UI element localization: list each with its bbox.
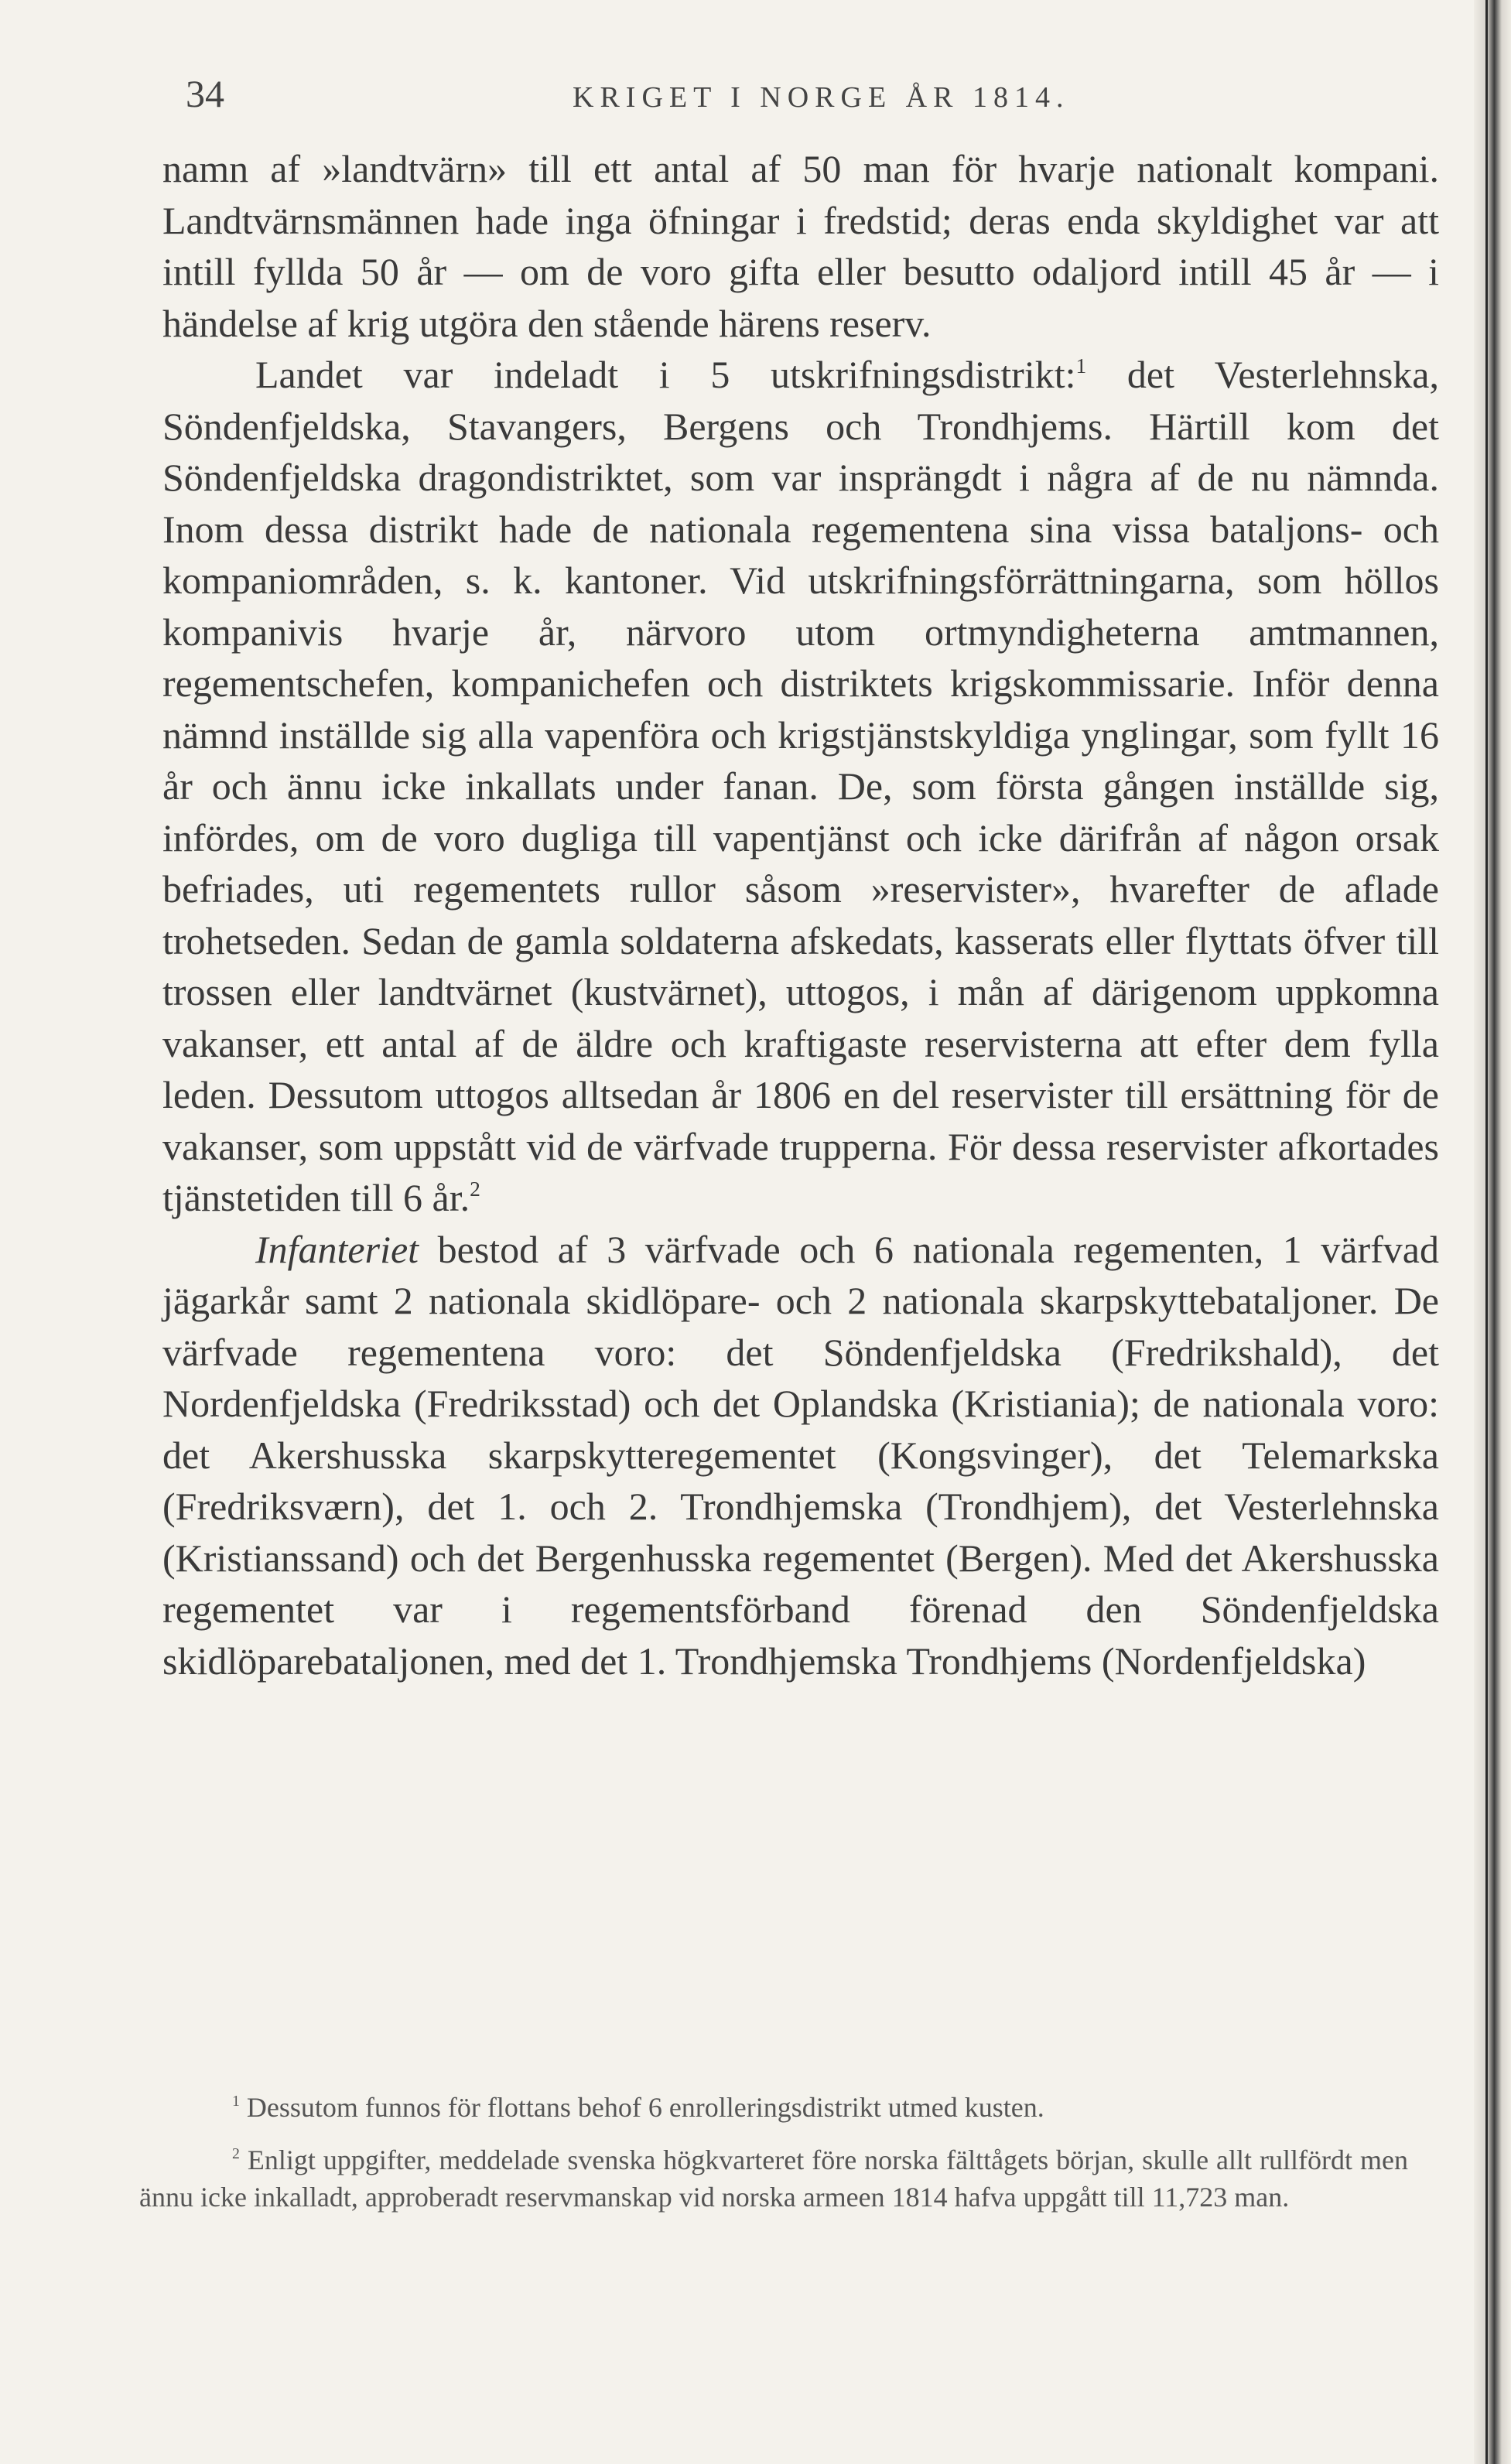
footnote-2-text: Enligt uppgifter, meddelade svenska högkvarteret före norska fälttågets början, skulle allt rullfördt men ännu icke inkalladt, approberadt reservmanskap vid norska armeen 1814 hafva uppgått till 11,723 man. (139, 2144, 1408, 2213)
paragraph-3 (162, 1224, 1439, 1687)
running-head (186, 71, 1439, 133)
page-edge-shadow (1474, 0, 1511, 2464)
body-text (162, 143, 1439, 1687)
footnote-2-mark: 2 (232, 2145, 240, 2163)
page-number: 34 (186, 72, 224, 115)
paragraph-1-text: namn af »landtvärn» till ett antal af 50 man för hvarje nationalt kompani. Landtvärnsmännen hade inga öfningar i fredstid; deras enda skyldighet var att intill fyllda 50 år — om de voro gifta eller besutto odaljord intill 45 år — i händelse af krig utgöra den stående härens reserv. (162, 147, 1439, 345)
footnote-1-text: Dessutom funnos för flottans behof 6 enrolleringsdistrikt utmed kusten. (239, 2092, 1044, 2123)
paragraph-1 (162, 143, 1439, 349)
footnote-ref-1: 1 (1075, 353, 1087, 378)
running-title: KRIGET I NORGE ÅR 1814. (573, 81, 1070, 114)
footnote-ref-2: 2 (470, 1176, 480, 1201)
paragraph-2 (162, 349, 1439, 1224)
footnote-1-mark: 1 (232, 2093, 240, 2110)
paragraph-2-pre: Landet var indeladt i 5 utskrifningsdistrikt: (255, 353, 1076, 396)
footnote-2 (139, 2141, 1408, 2216)
paragraph-2-post: det Vesterlehnska, Söndenfjeldska, Stavangers, Bergens och Trondhjems. Härtill kom det Söndenfjeldska dragondistriktet, som var insprängdt i några af de nu nämnda. Inom dessa distrikt hade de nationala regementena sina vissa bataljons- och kompaniområden, s. k. kantoner. Vid utskrifningsförrättningarna, som höllos kompanivis hvarje år, närvoro utom ortmyndigheterna amtmannen, regementschefen, kompanichefen och distriktets krigskommissarie. Inför denna nämnd inställde sig alla vapenföra och krigstjänstskyldiga ynglingar, som fyllt 16 år och ännu icke inkallats under fanan. De, som första gången inställde sig, infördes, om de voro dugliga till vapentjänst och icke därifrån af någon orsak befriades, uti regementets rullor såsom »reservister», hvarefter de aflade trohetseden. Sedan de gamla soldaterna afskedats, kasserats eller flyttats öfver till trossen eller landtvärnet (kustvärnet), uttogos, i mån af därigenom uppkomna vakanser, ett antal af de äldre och kraftigaste reservisterna att efter dem fylla leden. Dessutom uttogos alltsedan år 1806 en del reservister till ersättning för de vakanser, som uppstått vid de värfvade trupperna. För dessa reservister afkortades tjänstetiden till 6 år. (162, 353, 1439, 1219)
paragraph-3-italic-lead: Infanteriet (255, 1227, 419, 1271)
footnotes (139, 2089, 1408, 2231)
page-edge-line (1485, 0, 1488, 2464)
footnote-1 (139, 2089, 1408, 2126)
paragraph-3-text: bestod af 3 värfvade och 6 nationala regementen, 1 värfvad jägarkår samt 2 nationala skidlöpare- och 2 nationala skarpskyttebataljoner. De värfvade regementena voro: det Söndenfjeldska (Fredrikshald), det Nordenfjeldska (Fredriksstad) och det Oplandska (Kristiania); de nationala voro: det Akershusska skarpskytteregementet (Kongsvinger), det Telemarkska (Fredriksværn), det 1. och 2. Trondhjemska (Trondhjem), det Vesterlehnska (Kristianssand) och det Bergenhusska regementet (Bergen). Med det Akershusska regementet var i regementsförband förenad den Söndenfjeldska skidlöparebataljonen, med det 1. Trondhjemska Trondhjems (Nordenfjeldska) (162, 1227, 1439, 1683)
